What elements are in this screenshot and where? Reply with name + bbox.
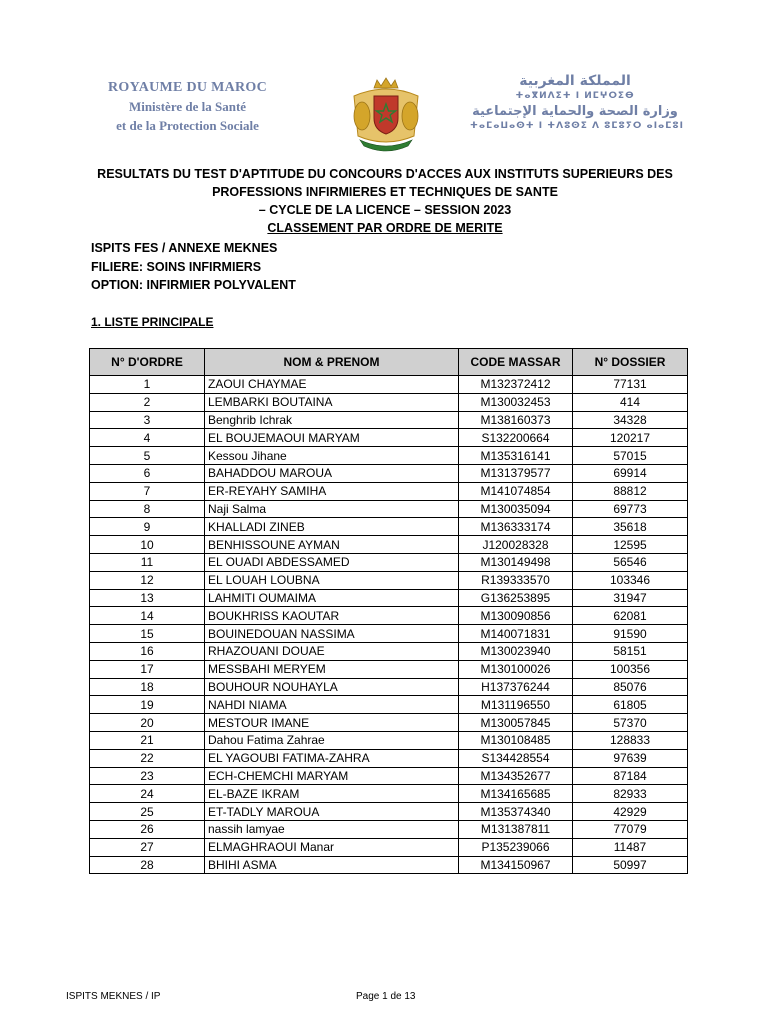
cell-code-massar: P135239066 xyxy=(459,838,573,856)
table-row xyxy=(90,482,688,500)
table-row xyxy=(90,376,688,394)
cell-dossier: 35618 xyxy=(573,518,688,536)
cell-dossier: 69914 xyxy=(573,464,688,482)
table-row xyxy=(90,625,688,643)
header-tifinagh-line2: ⵜⴰⵎⴰⵡⴰⵙⵜ ⵏ ⵜⴷⵓⵙⵉ ⴷ ⵓⵎⵓⵢⵔ ⴰⵏⴰⵎⵓⵏ xyxy=(470,121,685,131)
cell-code-massar: M130149498 xyxy=(459,553,573,571)
cell-nom-prenom: EL LOUAH LOUBNA xyxy=(205,571,459,589)
cell-ordre: 4 xyxy=(90,429,205,447)
title-line1: RESULTATS DU TEST D'APTITUDE DU CONCOURS D'ACCES AUX INSTITUTS SUPERIEURS DES xyxy=(97,167,673,181)
cell-nom-prenom: MESSBAHI MERYEM xyxy=(205,660,459,678)
table-row xyxy=(90,785,688,803)
cell-dossier: 56546 xyxy=(573,553,688,571)
header-ar-line1: المملكة المغربية xyxy=(519,73,631,89)
cell-nom-prenom: ECH-CHEMCHI MARYAM xyxy=(205,767,459,785)
cell-code-massar: M135374340 xyxy=(459,803,573,821)
cell-nom-prenom: ELMAGHRAOUI Manar xyxy=(205,838,459,856)
cell-code-massar: M140071831 xyxy=(459,625,573,643)
table-row xyxy=(90,553,688,571)
cell-nom-prenom: Naji Salma xyxy=(205,500,459,518)
cell-ordre: 15 xyxy=(90,625,205,643)
cell-code-massar: M131387811 xyxy=(459,820,573,838)
footer-institute: ISPITS MEKNES / IP xyxy=(66,991,161,1002)
cell-ordre: 12 xyxy=(90,571,205,589)
table-header-row xyxy=(90,349,688,376)
table-row xyxy=(90,500,688,518)
cell-nom-prenom: EL-BAZE IKRAM xyxy=(205,785,459,803)
cell-nom-prenom: BOUHOUR NOUHAYLA xyxy=(205,678,459,696)
cell-nom-prenom: Kessou Jihane xyxy=(205,447,459,465)
cell-code-massar: M130090856 xyxy=(459,607,573,625)
cell-dossier: 87184 xyxy=(573,767,688,785)
table-row xyxy=(90,464,688,482)
title-line2: PROFESSIONS INFIRMIERES ET TECHNIQUES DE SANTE xyxy=(212,185,558,199)
header-tifinagh-line1: ⵜⴰⴳⵍⴷⵉⵜ ⵏ ⵍⵎⵖⵔⵉⴱ xyxy=(515,91,635,101)
ministry-header-french xyxy=(90,78,285,135)
cell-dossier: 120217 xyxy=(573,429,688,447)
cell-dossier: 50997 xyxy=(573,856,688,874)
cell-code-massar: M136333174 xyxy=(459,518,573,536)
cell-code-massar: G136253895 xyxy=(459,589,573,607)
cell-code-massar: M131379577 xyxy=(459,464,573,482)
cell-code-massar: M130057845 xyxy=(459,714,573,732)
cell-ordre: 21 xyxy=(90,731,205,749)
cell-dossier: 85076 xyxy=(573,678,688,696)
cell-nom-prenom: BHIHI ASMA xyxy=(205,856,459,874)
program-info xyxy=(91,239,296,295)
cell-nom-prenom: nassih lamyae xyxy=(205,820,459,838)
table-row xyxy=(90,411,688,429)
cell-nom-prenom: ER-REYAHY SAMIHA xyxy=(205,482,459,500)
cell-code-massar: M134150967 xyxy=(459,856,573,874)
table-row xyxy=(90,642,688,660)
cell-ordre: 9 xyxy=(90,518,205,536)
cell-code-massar: M134352677 xyxy=(459,767,573,785)
cell-dossier: 97639 xyxy=(573,749,688,767)
cell-nom-prenom: NAHDI NIAMA xyxy=(205,696,459,714)
cell-dossier: 61805 xyxy=(573,696,688,714)
table-row xyxy=(90,393,688,411)
table-row xyxy=(90,838,688,856)
table-row xyxy=(90,536,688,554)
institute-label: ISPITS FES / ANNEXE MEKNES xyxy=(91,241,278,255)
header-fr-line1: ROYAUME DU MAROC xyxy=(107,80,268,95)
cell-ordre: 27 xyxy=(90,838,205,856)
cell-code-massar: M130108485 xyxy=(459,731,573,749)
cell-code-massar: M134165685 xyxy=(459,785,573,803)
cell-ordre: 11 xyxy=(90,553,205,571)
cell-dossier: 31947 xyxy=(573,589,688,607)
cell-dossier: 34328 xyxy=(573,411,688,429)
document-title xyxy=(60,165,710,237)
table-row xyxy=(90,696,688,714)
cell-nom-prenom: EL BOUJEMAOUI MARYAM xyxy=(205,429,459,447)
cell-nom-prenom: EL YAGOUBI FATIMA-ZAHRA xyxy=(205,749,459,767)
cell-dossier: 100356 xyxy=(573,660,688,678)
title-line4: CLASSEMENT PAR ORDRE DE MERITE xyxy=(267,221,503,235)
cell-dossier: 12595 xyxy=(573,536,688,554)
table-row xyxy=(90,518,688,536)
cell-dossier: 57015 xyxy=(573,447,688,465)
cell-code-massar: M141074854 xyxy=(459,482,573,500)
cell-dossier: 103346 xyxy=(573,571,688,589)
cell-dossier: 82933 xyxy=(573,785,688,803)
cell-ordre: 7 xyxy=(90,482,205,500)
cell-ordre: 19 xyxy=(90,696,205,714)
cell-nom-prenom: Benghrib Ichrak xyxy=(205,411,459,429)
table-row xyxy=(90,447,688,465)
cell-code-massar: M138160373 xyxy=(459,411,573,429)
cell-nom-prenom: MESTOUR IMANE xyxy=(205,714,459,732)
cell-dossier: 57370 xyxy=(573,714,688,732)
cell-nom-prenom: BOUINEDOUAN NASSIMA xyxy=(205,625,459,643)
results-table xyxy=(89,348,688,874)
cell-dossier: 42929 xyxy=(573,803,688,821)
cell-ordre: 14 xyxy=(90,607,205,625)
cell-nom-prenom: KHALLADI ZINEB xyxy=(205,518,459,536)
table-row xyxy=(90,607,688,625)
table-row xyxy=(90,767,688,785)
table-row xyxy=(90,429,688,447)
cell-dossier: 77079 xyxy=(573,820,688,838)
header-code-massar: CODE MASSAR xyxy=(459,349,573,376)
cell-ordre: 5 xyxy=(90,447,205,465)
cell-code-massar: M130023940 xyxy=(459,642,573,660)
cell-nom-prenom: BOUKHRISS KAOUTAR xyxy=(205,607,459,625)
cell-nom-prenom: BENHISSOUNE AYMAN xyxy=(205,536,459,554)
cell-nom-prenom: ZAOUI CHAYMAE xyxy=(205,376,459,394)
table-row xyxy=(90,714,688,732)
header-nom-prenom: NOM & PRENOM xyxy=(205,349,459,376)
table-row xyxy=(90,571,688,589)
cell-code-massar: S134428554 xyxy=(459,749,573,767)
ministry-header-arabic xyxy=(470,73,685,134)
cell-dossier: 128833 xyxy=(573,731,688,749)
cell-ordre: 8 xyxy=(90,500,205,518)
table-row xyxy=(90,803,688,821)
header-fr-line3: et de la Protection Sociale xyxy=(116,118,259,133)
table-row xyxy=(90,589,688,607)
cell-ordre: 2 xyxy=(90,393,205,411)
cell-nom-prenom: RHAZOUANI DOUAE xyxy=(205,642,459,660)
cell-ordre: 1 xyxy=(90,376,205,394)
cell-ordre: 22 xyxy=(90,749,205,767)
header-dossier: N° DOSSIER xyxy=(573,349,688,376)
cell-ordre: 24 xyxy=(90,785,205,803)
cell-dossier: 11487 xyxy=(573,838,688,856)
cell-ordre: 18 xyxy=(90,678,205,696)
cell-code-massar: M130032453 xyxy=(459,393,573,411)
cell-dossier: 88812 xyxy=(573,482,688,500)
cell-ordre: 6 xyxy=(90,464,205,482)
cell-ordre: 25 xyxy=(90,803,205,821)
cell-nom-prenom: LAHMITI OUMAIMA xyxy=(205,589,459,607)
cell-dossier: 69773 xyxy=(573,500,688,518)
table-row xyxy=(90,660,688,678)
cell-code-massar: S132200664 xyxy=(459,429,573,447)
table-row xyxy=(90,856,688,874)
cell-dossier: 58151 xyxy=(573,642,688,660)
cell-code-massar: M135316141 xyxy=(459,447,573,465)
cell-ordre: 28 xyxy=(90,856,205,874)
cell-nom-prenom: ET-TADLY MAROUA xyxy=(205,803,459,821)
cell-ordre: 26 xyxy=(90,820,205,838)
table-row xyxy=(90,749,688,767)
header-fr-line2: Ministère de la Santé xyxy=(128,99,247,114)
cell-ordre: 17 xyxy=(90,660,205,678)
header-ar-line2: وزارة الصحة والحماية الإجتماعية xyxy=(472,104,678,119)
cell-code-massar: R139333570 xyxy=(459,571,573,589)
cell-dossier: 414 xyxy=(573,393,688,411)
cell-code-massar: H137376244 xyxy=(459,678,573,696)
table-row xyxy=(90,731,688,749)
cell-ordre: 3 xyxy=(90,411,205,429)
cell-ordre: 23 xyxy=(90,767,205,785)
page-number: Page 1 de 13 xyxy=(356,991,416,1002)
cell-code-massar: M130035094 xyxy=(459,500,573,518)
cell-dossier: 62081 xyxy=(573,607,688,625)
cell-code-massar: M132372412 xyxy=(459,376,573,394)
cell-code-massar: M130100026 xyxy=(459,660,573,678)
cell-ordre: 13 xyxy=(90,589,205,607)
cell-nom-prenom: Dahou Fatima Zahrae xyxy=(205,731,459,749)
cell-dossier: 77131 xyxy=(573,376,688,394)
option-label: OPTION: INFIRMIER POLYVALENT xyxy=(91,278,296,292)
coat-of-arms-icon xyxy=(344,74,428,154)
cell-ordre: 20 xyxy=(90,714,205,732)
table-row xyxy=(90,678,688,696)
list-heading: 1. LISTE PRINCIPALE xyxy=(91,315,214,329)
cell-nom-prenom: LEMBARKI BOUTAINA xyxy=(205,393,459,411)
cell-ordre: 16 xyxy=(90,642,205,660)
cell-dossier: 91590 xyxy=(573,625,688,643)
cell-code-massar: M131196550 xyxy=(459,696,573,714)
title-line3: – CYCLE DE LA LICENCE – SESSION 2023 xyxy=(258,203,512,217)
cell-code-massar: J120028328 xyxy=(459,536,573,554)
header-ordre: N° D'ORDRE xyxy=(90,349,205,376)
filiere-label: FILIERE: SOINS INFIRMIERS xyxy=(91,259,262,274)
cell-ordre: 10 xyxy=(90,536,205,554)
table-row xyxy=(90,820,688,838)
cell-nom-prenom: BAHADDOU MAROUA xyxy=(205,464,459,482)
cell-nom-prenom: EL OUADI ABDESSAMED xyxy=(205,553,459,571)
